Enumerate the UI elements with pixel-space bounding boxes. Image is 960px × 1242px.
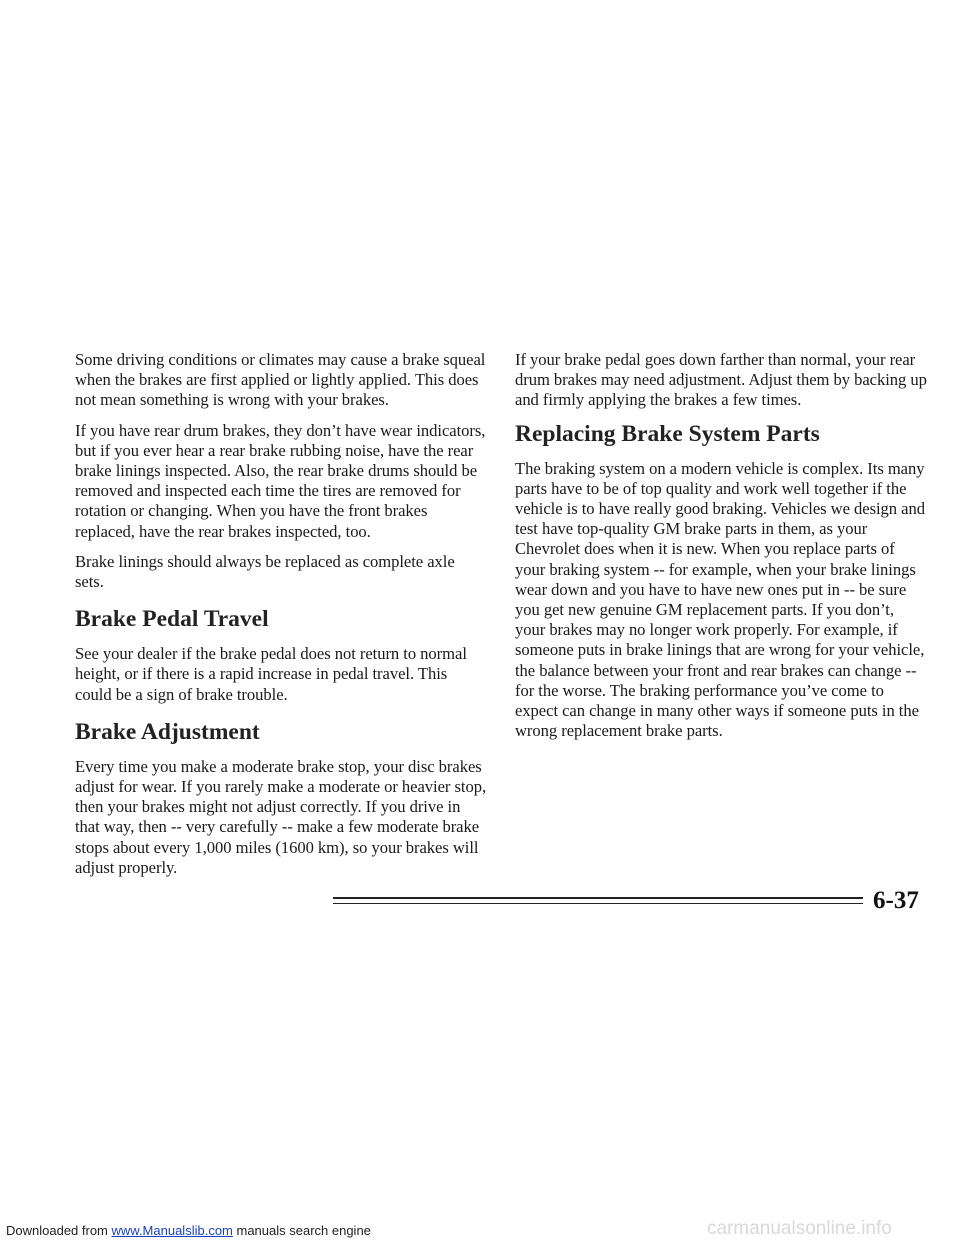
right-column: [515, 350, 927, 751]
footer-prefix: Downloaded from: [6, 1223, 112, 1238]
left-column: [75, 350, 487, 888]
replacing-brake-parts-heading: Replacing Brake System Parts: [515, 420, 820, 447]
footer-rule-thick: [333, 897, 863, 899]
replacing-brake-parts-paragraph: The braking system on a modern vehicle is complex. Its many parts have to be of top quality and work well together if the vehicle is to have really good braking. Vehicles we design and test have top-quality GM brake parts in them, as your Chevrolet does when it is new. When you replace parts of your braking system -- for example, when your brake linings wear down and you have to have new ones put in -- be sure you get new genuine GM replacement parts. If you don’t, your brakes may no longer work properly. For example, if someone puts in brake linings that are wrong for your vehicle, the balance between your front and rear brakes can change -- for the worse. The braking performance you’ve come to expect can change in many other ways if someone puts in the wrong replacement brake parts.: [515, 458, 925, 741]
brake-pedal-travel-heading: Brake Pedal Travel: [75, 606, 269, 633]
brake-pedal-travel-paragraph: See your dealer if the brake pedal does not return to normal height, or if there is a rapid increase in pedal travel. This could be a sign of brake trouble.: [75, 644, 467, 704]
manualslib-link[interactable]: www.Manualslib.com: [111, 1223, 233, 1238]
brake-linings-paragraph: Brake linings should always be replaced as complete axle sets.: [75, 551, 455, 592]
footer-suffix: manuals search engine: [232, 1223, 371, 1238]
footer-rule-thin: [333, 903, 863, 904]
brake-adjustment-paragraph: Every time you make a moderate brake stop, your disc brakes adjust for wear. If you rarely make a moderate or heavier stop, then your brakes might not adjust correctly. If you drive in that way, then -- very carefully -- make a few moderate brake stops about every 1,000 miles (1600 km), so your brakes will adjust properly.: [75, 756, 487, 877]
page-number: 6-37: [873, 887, 919, 914]
rear-drum-brakes-paragraph: If you have rear drum brakes, they don’t have wear indicators, but if you ever hear a rear brake rubbing noise, have the rear brake linings inspected. Also, the rear brake drums should be removed and inspected each time the tires are removed for rotation or changing. When you have the front brakes replaced, have the rear brakes inspected, too.: [75, 420, 486, 541]
watermark-text: carmanualsonline.info: [707, 1218, 892, 1239]
brake-pedal-farther-paragraph: If your brake pedal goes down farther than normal, your rear drum brakes may need adjustment. Adjust them by backing up and firmly applying the brakes a few times.: [515, 350, 927, 410]
download-source-footer: [6, 1223, 371, 1238]
brake-squeal-paragraph: Some driving conditions or climates may cause a brake squeal when the brakes are first applied or lightly applied. This does not mean something is wrong with your brakes.: [75, 350, 486, 410]
brake-adjustment-heading: Brake Adjustment: [75, 718, 260, 745]
